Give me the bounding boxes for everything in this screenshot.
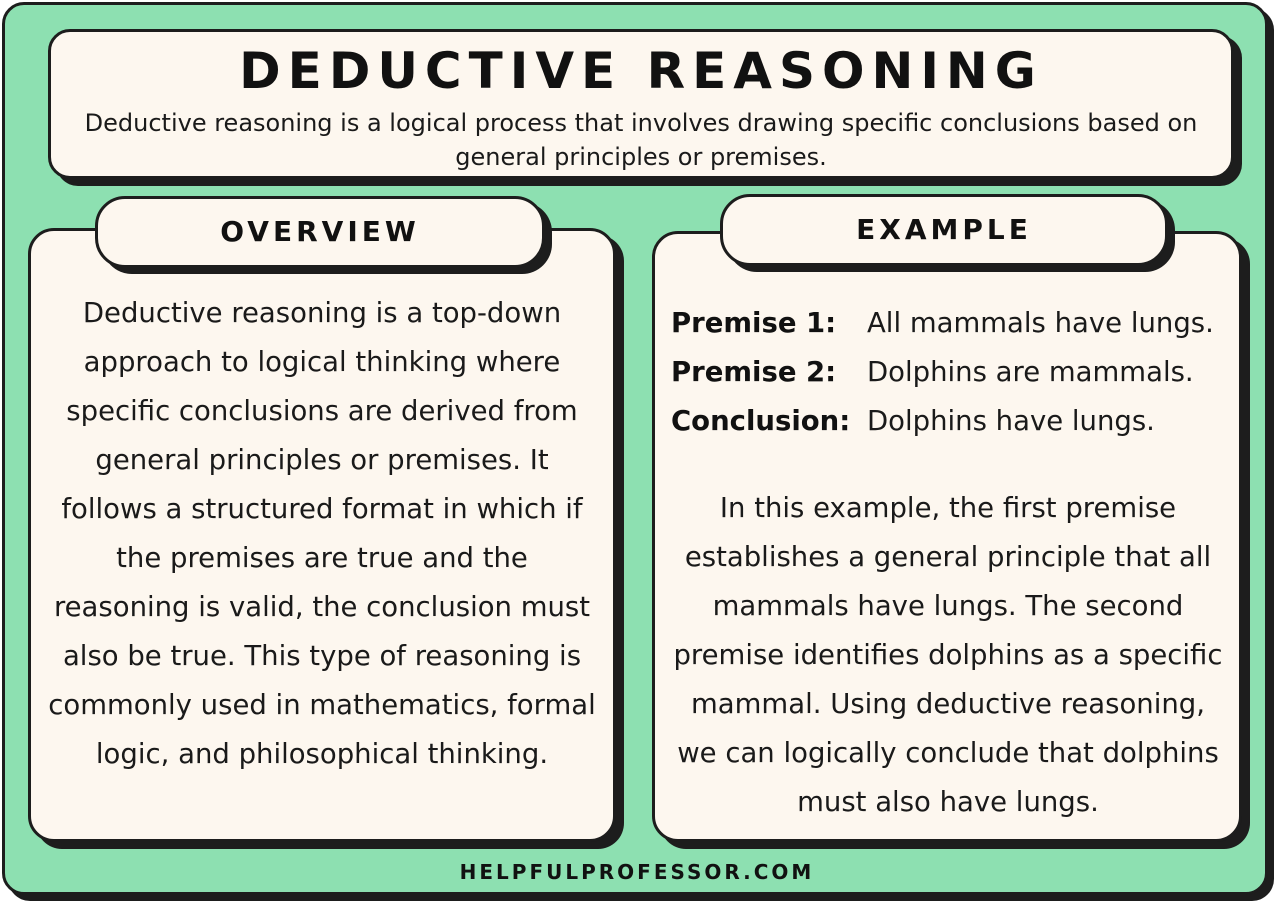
premise-row-2 xyxy=(671,356,1231,405)
overview-body: Deductive reasoning is a top-down approach to logical thinking where specific conclusions are derived from general principles or premises. It follows a structured format in which if the premises are true and the reasoning is valid, the conclusion must also be true. This type of reasoning is commonly used in mathematics, formal logic, and philosophical thinking. xyxy=(48,297,596,770)
conclusion-row xyxy=(671,405,1231,454)
premise-row-1 xyxy=(671,307,1231,356)
premise-1-label: Premise 1: xyxy=(671,307,837,339)
premise-2-text: Dolphins are mammals. xyxy=(867,356,1194,388)
example-body: In this example, the first premise establishes a general principle that all mammals have lungs. The second premise identifies dolphins as a specific mammal. Using deductive reasoning, we can logically conclude that dolphins must also have lungs. xyxy=(673,492,1223,818)
premise-list xyxy=(671,307,1231,454)
page-title: DEDUCTIVE REASONING xyxy=(239,42,1043,100)
premise-2-label: Premise 2: xyxy=(671,356,837,388)
overview-panel xyxy=(28,228,616,842)
title-card xyxy=(48,29,1234,179)
conclusion-text: Dolphins have lungs. xyxy=(867,405,1155,437)
premise-1-text: All mammals have lungs. xyxy=(867,307,1214,339)
conclusion-label: Conclusion: xyxy=(671,405,851,437)
page-subtitle: Deductive reasoning is a logical process that involves drawing specific conclusions based on general principles or premises. xyxy=(84,109,1198,171)
footer-site: HELPFULPROFESSOR.COM xyxy=(459,860,815,884)
example-panel xyxy=(652,231,1242,842)
example-heading: EXAMPLE xyxy=(720,194,1168,266)
overview-heading: OVERVIEW xyxy=(95,196,545,268)
